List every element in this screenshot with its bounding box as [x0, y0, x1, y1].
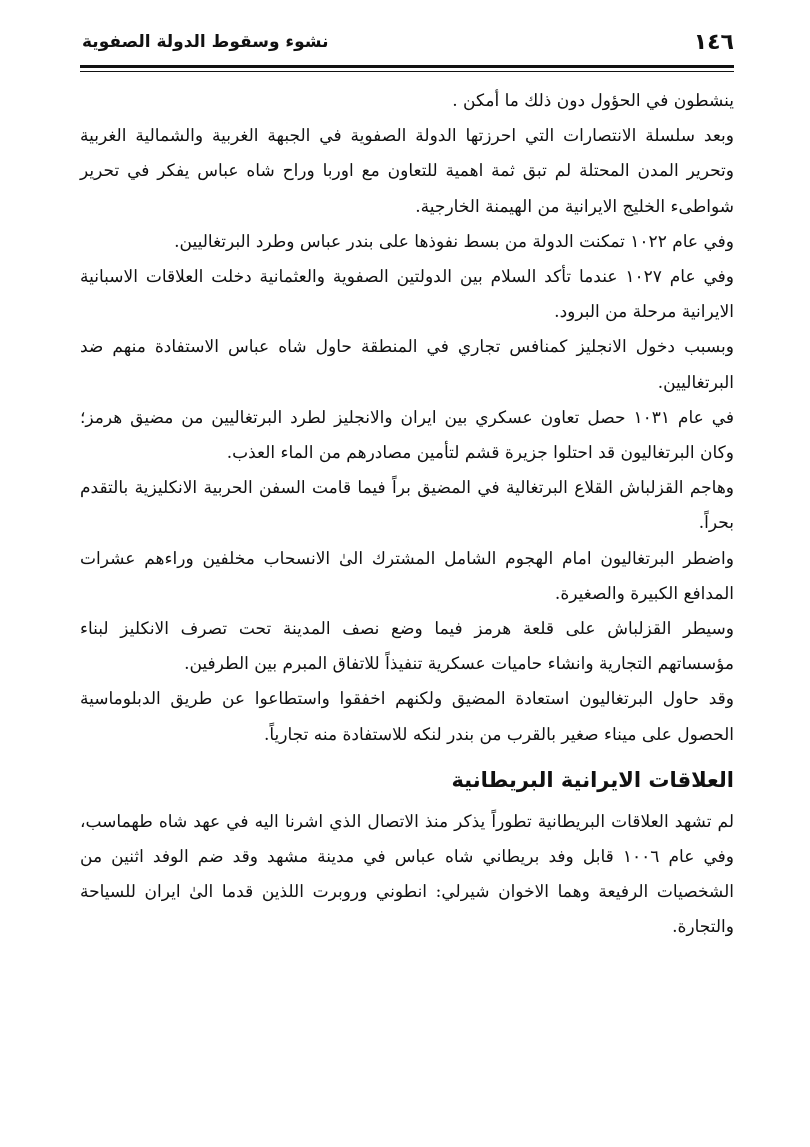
paragraph: في عام ١٠٣١ حصل تعاون عسكري بين ايران والانجليز لطرد البرتغاليين من مضيق هرمز؛ وكان البرتغاليون قد احتلوا جزيرة قشم لتأمين مصادرهم من الماء العذب.: [80, 407, 735, 464]
body-text: [80, 84, 734, 946]
paragraph: وبسبب دخول الانجليز كمنافس تجاري في المنطقة حاول شاه عباس الاستفادة منهم ضد البرتغاليين.: [80, 337, 734, 393]
paragraph: وفي عام ١٠٢٢ تمكنت الدولة من بسط نفوذها على بندر عباس وطرد البرتغاليين.: [174, 231, 734, 252]
page-number: ١٤٦: [693, 30, 734, 55]
paragraph: وقد حاول البرتغاليون استعادة المضيق ولكنهم اخفقوا واستطاعوا عن طريق الدبلوماسية الحصول على ميناء صغير بالقرب من بندر لنكه للاستفادة منه تجارياً.: [80, 689, 734, 745]
section-paragraph: لم تشهد العلاقات البريطانية تطوراً يذكر منذ الاتصال الذي اشرنا اليه في عهد شاه طهماسب، وفي عام ١٠٠٦ قابل وفد بريطاني شاه عباس في مدينة مشهد وقد ضم الوفد اثنين من الشخصيات الرفيعة وهما الاخوان شيرلي: انطوني وروبرت اللذين قدما الىٰ ايران للسياحة والتجارة.: [80, 811, 734, 938]
section-heading: العلاقات الايرانية البريطانية: [451, 767, 734, 792]
header-rule-thick: [80, 65, 734, 68]
paragraph: وهاجم القزلباش القلاع البرتغالية في المضيق براً فيما قامت السفن الحربية الانكليزية بالتقدم بحراً.: [80, 478, 734, 534]
page-header: [82, 28, 734, 60]
paragraph: واضطر البرتغاليون امام الهجوم الشامل المشترك الىٰ الانسحاب مخلفين وراءهم عشرات المدافع الكبيرة والصغيرة.: [80, 548, 734, 604]
paragraph: وفي عام ١٠٢٧ عندما تأكد السلام بين الدولتين الصفوية والعثمانية دخلت العلاقات الاسبانية الايرانية مرحلة من البرود.: [80, 267, 735, 323]
paragraph: وسيطر القزلباش على قلعة هرمز فيما وضع نصف المدينة تحت تصرف الانكليز لبناء مؤسساتهم التجارية وانشاء حاميات عسكرية تنفيذاً للاتفاق المبرم بين الطرفين.: [80, 619, 734, 675]
paragraph: ينشطون في الحؤول دون ذلك ما أمكن .: [452, 91, 734, 111]
header-rule-thin: [80, 71, 734, 72]
running-title: نشوء وسقوط الدولة الصفوية: [82, 32, 329, 52]
paragraph: وبعد سلسلة الانتصارات التي احرزتها الدولة الصفوية في الجبهة الغربية والشمالية الغربية وتحرير المدن المحتلة لم تبق ثمة اهمية للتعاون مع اوربا وراح شاه عباس يفكر في تحرير شواطىء الخليج الايرانية من الهيمنة الخارجية.: [80, 126, 734, 217]
